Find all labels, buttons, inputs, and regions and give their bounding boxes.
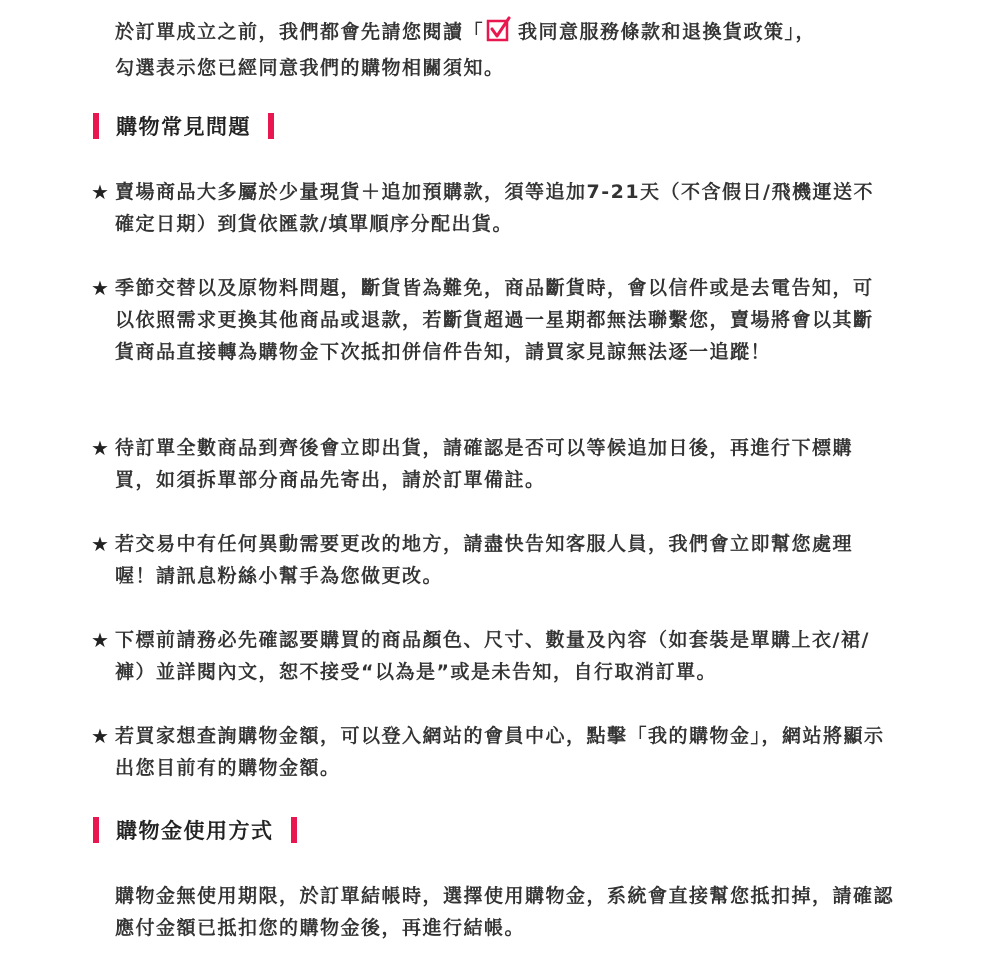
intro-text-before: 於訂單成立之前，我們都會先請您閱讀「 bbox=[115, 21, 485, 43]
credit-paragraph: 購物金無使用期限，於訂單結帳時，選擇使用購物金，系統會直接幫您抵扣掉，請確認應付金額已抵扣您的購物金後，再進行結帳。 bbox=[115, 885, 895, 939]
intro-text-after: 我同意服務條款和退換貨政策」， bbox=[518, 21, 817, 43]
faq-item-text: 下標前請務必先確認要購買的商品顏色、尺寸、數量及內容（如套裝是單購上衣/裙/褲）並詳閱內文，恕不接受“以為是”或是未告知，自行取消訂單。 bbox=[115, 629, 870, 683]
star-icon: ★ bbox=[91, 724, 111, 748]
heading-bar-right bbox=[268, 113, 274, 139]
intro-line-2: 勾選表示您已經同意我們的購物相關須知。 bbox=[115, 57, 505, 79]
faq-item bbox=[91, 624, 891, 688]
credit-heading bbox=[93, 817, 297, 843]
faq-item-text: 若交易中有任何異動需要更改的地方，請盡快告知客服人員，我們會立即幫您處理喔！請訊息粉絲小幫手為您做更改。 bbox=[115, 533, 854, 587]
star-icon: ★ bbox=[91, 628, 111, 652]
intro-paragraph bbox=[115, 16, 905, 84]
faq-item bbox=[91, 720, 891, 784]
faq-item-text: 賣場商品大多屬於少量現貨＋追加預購款，須等追加7-21天（不含假日/飛機運送不確定日期）到貨依匯款/填單順序分配出貨。 bbox=[115, 181, 874, 235]
faq-item-text: 季節交替以及原物料問題，斷貨皆為難免，商品斷貨時，會以信件或是去電告知，可以依照需求更換其他商品或退款，若斷貨超過一星期都無法聯繫您，賣場將會以其斷貨商品直接轉為購物金下次抵扣併信件告知，請買家見諒無法逐一追蹤！ bbox=[115, 277, 874, 363]
checkbox-checked-icon bbox=[486, 16, 512, 52]
star-icon: ★ bbox=[91, 276, 111, 300]
star-icon: ★ bbox=[91, 532, 111, 556]
faq-heading-title: 購物常見問題 bbox=[116, 115, 251, 139]
star-icon: ★ bbox=[91, 436, 111, 460]
star-icon: ★ bbox=[91, 180, 111, 204]
faq-item-text: 若買家想查詢購物金額，可以登入網站的會員中心，點擊「我的購物金」，網站將顯示出您目前有的購物金額。 bbox=[115, 725, 885, 779]
faq-item bbox=[91, 272, 891, 368]
faq-item bbox=[91, 528, 891, 592]
faq-heading bbox=[93, 113, 274, 139]
credit-heading-title: 購物金使用方式 bbox=[116, 819, 274, 843]
faq-item bbox=[91, 432, 891, 496]
faq-item-text: 待訂單全數商品到齊後會立即出貨，請確認是否可以等候追加日後，再進行下標購買，如須拆單部分商品先寄出，請於訂單備註。 bbox=[115, 437, 854, 491]
faq-item bbox=[91, 176, 891, 240]
heading-bar-right bbox=[291, 817, 297, 843]
